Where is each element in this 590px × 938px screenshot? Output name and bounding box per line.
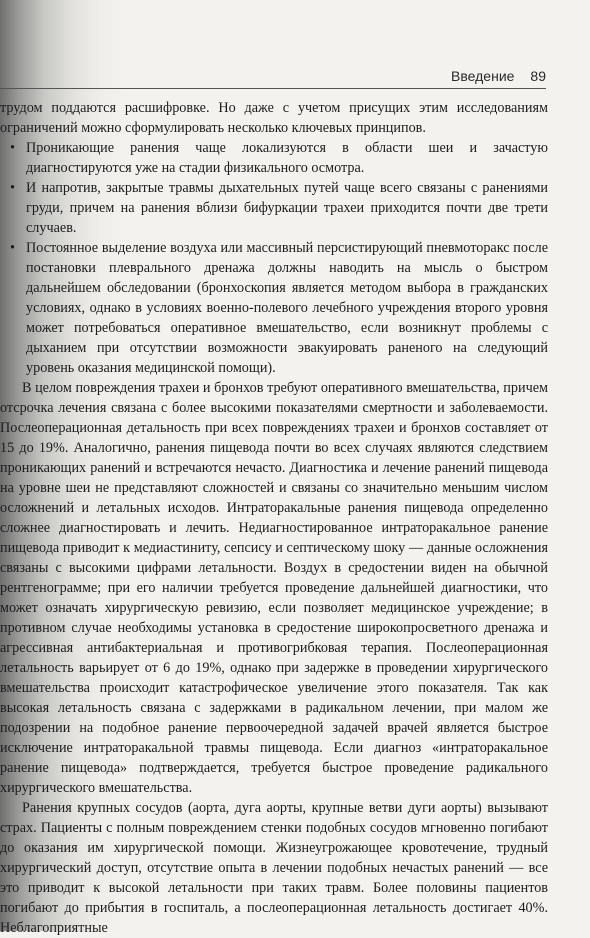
bullet-item (0, 238, 548, 378)
header-rule (0, 88, 546, 89)
bullet-text: И напротив, закрытые травмы дыхательных путей чаще всего связаны с ранениями груди, причем на ранения вблизи бифуркации трахеи приходится почти две трети случаев. (26, 180, 548, 236)
body-text (0, 98, 548, 938)
bullet-icon: • (10, 140, 15, 156)
lead-paragraph: трудом поддаются расшифровке. Но даже с учетом присущих этим исследованиям ограничений можно сформулировать несколько ключевых принципов. (0, 100, 548, 136)
bullet-icon: • (10, 180, 15, 196)
paragraph-tracheal-injuries: В целом повреждения трахеи и бронхов требуют оперативного вмешательства, причем отсрочка лечения связана с более высокими показателями смертности и заболеваемости. Послеоперационная детальность при всех повреждениях трахеи и бронхов составляет от 15 до 19%. Аналогично, ранения пищевода почти во всех случаях являются следствием проникающих ранений и встречаются нечасто. Диагностика и лечение ранений пищевода на уровне шеи не представляют сложностей и связаны со значительно меньшим числом осложнений и летальных исходов. Интраторакальные ранения пищевода определенно сложнее диагностировать и лечить. Недиагностированное интраторакальное ранение пищевода приводит к медиастиниту, сепсису и септическому шоку — данные осложнения связаны с высокими цифрами летальности. Воздух в средостении виден на обычной рентгенограмме; при его наличии требуется проведение дальнейшей диагностики, что может означать хирургическую ревизию, если позволяет медицинское учреждение; в противном случае необходимы установка в средостение широкопросветного дренажа и агрессивная антибактериальная и противогрибковая терапия. Послеоперационная летальность варьирует от 6 до 19%, однако при задержке в проведении хирургического вмешательства происходит катастрофическое увеличение этого показателя. Так как высокая летальность связана с задержками в радикальном лечении, при малом же подозрении на подобное ранение первоочередной задачей врачей является быстрое исключение интраторакальной травмы пищевода. Если диагноз «интраторакальное ранение пищевода» подтверждается, требуется быстрое проведение радикального хирургического вмешательства. (0, 380, 548, 796)
page-number: 89 (530, 68, 546, 84)
running-header (0, 68, 546, 84)
bullet-icon: • (10, 240, 15, 256)
chapter-title: Введение (451, 68, 515, 84)
bullet-item (0, 178, 548, 238)
bullet-item (0, 138, 548, 178)
bullet-text: Проникающие ранения чаще локализуются в области шеи и зачастую диагностируются уже на стадии физикального осмотра. (26, 140, 548, 176)
paragraph-vascular-injuries: Ранения крупных сосудов (аорта, дуга аорты, крупные ветви дуги аорты) вызывают страх. Пациенты с полным повреждением стенки подобных сосудов мгновенно погибают до оказания им хирургической помощи. Жизнеугрожающее кровотечение, трудный хирургический доступ, отсутствие опыта в лечении подобных нечастых ранений — все это приводит к высокой летальности при таких травм. Более половины пациентов погибают до прибытия в госпиталь, а послеоперационная летальность достигает 40%. Неблагоприятные (0, 800, 548, 936)
bullet-text: Постоянное выделение воздуха или массивный персистирующий пневмоторакс после постановки плеврального дренажа должны наводить на мысль о быстром дальнейшем обследовании (бронхоскопия является методом выбора в гражданских условиях, однако в условиях военно-полевого лечебного учреждения второго уровня может потребоваться оперативное вмешательство, если возникнут проблемы с дыханием при отсутствии возможности эвакуировать раненого на следующий уровень оказания медицинской помощи). (26, 240, 548, 376)
